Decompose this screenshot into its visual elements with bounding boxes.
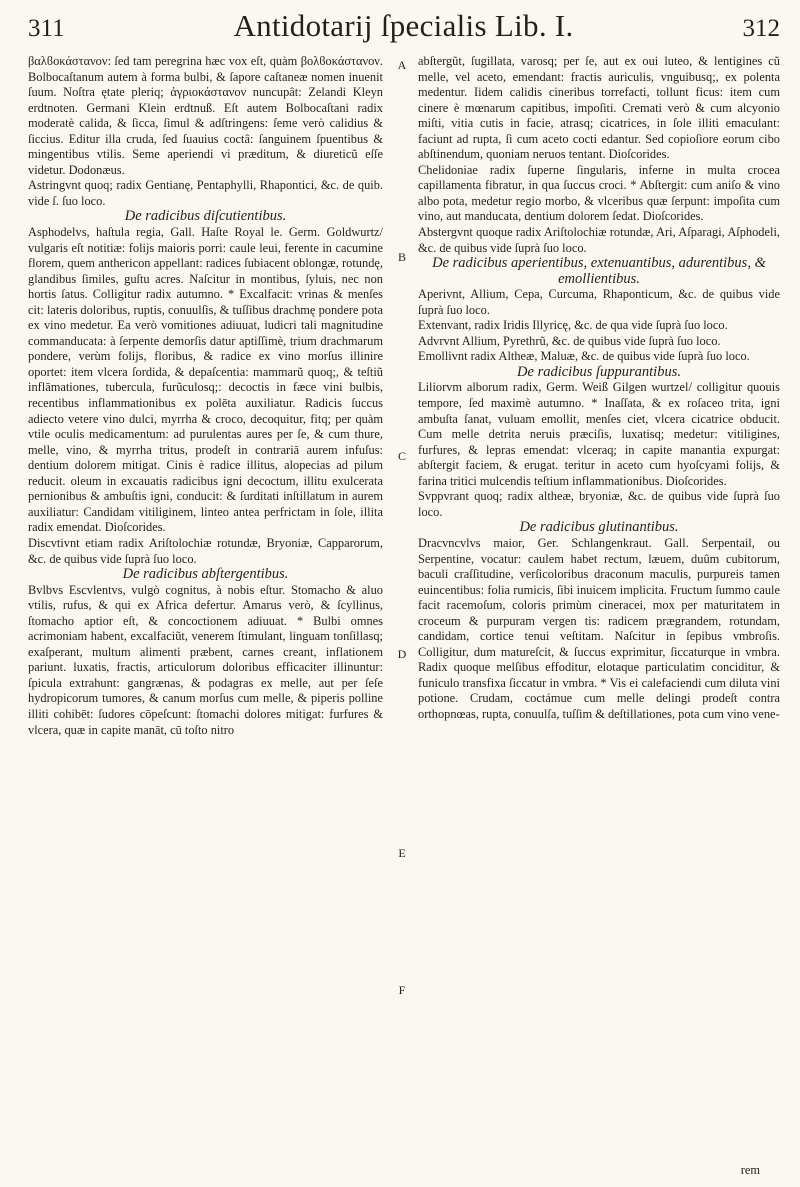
margin-letter: B — [397, 250, 406, 264]
paragraph: Emollivnt radix Altheæ, Maluæ, &c. de quibus vide ſuprà ſuo loco. — [418, 349, 750, 364]
paragraph: Liliorvm alborum radix, Germ. Weiß Gilgen wurtzel/ colligitur quouis tempore, ſed maximè autumno. * Inaſſata, & ex roſaceo trita, igni ambuſta ſanat, vuluam emollit, menſes ciet, vlcera cicatrice obducit. Cum melle detrita neruis præciſis, luxatisq; medetur: vitiligines, furfures, & lepras emendat: vlceraq; in capite manantia expurgat: abſtergit faciem, & erugat. teritur in aceto cum hyoſcyami folijs, & farina tritici mulcendis teſtium inflammationibus. Dioſcorides. — [418, 380, 780, 488]
running-header — [28, 8, 780, 52]
margin-letter: F — [398, 983, 406, 997]
paragraph: Dracvncvlvs maior, Ger. Schlangenkraut. Gall. Serpentail, ou Serpentine, vocatur: caulem habet rectum, læuem, duûm cubitorum, baculi craſſitudine, verſicoloribus draconum maculis, purpureis tamen euincentibus: folia rumicis, ſibi inuicem implicita. Fructum ſummo caule facit racemoſum, coloris primùm cineracei, mox per maturitatem in croceum & purpuram vergen tis: radicem prægrandem, rotundam, candidam, cortice tenui veſtitam. Naſcitur in ſepibus vmbroſis. Colligitur, dum matureſcit, & ſuccus exprimitur, ſiccaturque in vmbra. Radix quoque melſibus effoditur, elotaque particulatim conciditur, & funiculo transfixa ſiccatur in vmbra. * Vis ei calefaciendi cum diluta vini potione. Crudam, coctámue cum melle delingi prodeſt contra orthopnœas, rupta, conuulſa, tuſſim & deſtillationes, pota cum vino vene- — [418, 535, 780, 721]
section-heading: De radicibus ſuppurantibus. — [517, 363, 681, 380]
page-number-left: 311 — [28, 15, 65, 42]
section-heading: De radicibus diſcutientibus. — [124, 208, 287, 225]
paragraph: Bvlbvs Escvlentvs, vulgò cognitus, à nobis eſtur. Stomacho & aluo vtilis, rufus, & qui ex Africa defertur. Amarus verò, & ſcyllinus, ſtomacho aptior eſt, & concoctionem adiuuat. * Bulbi omnes acrimoniam habent, excalfaciũt, venerem ſtimulant, linguam tonſillasq; exaſperant, multum alimenti præbent, carnes creant, inflationem pariunt. luxatis, fractis, articulorum doloribus efficaciter illinuntur: ſpicula extrahunt: gangrænas, & podagras ex melle, aut per ſeſe hydropicorum tumores, & canum morſus cum melle, & piperis polline illiti cohibēt: ſudores cōpeſcunt: ſtomachi dolores mitigat: furfures & vlcera, quæ in capite manāt, cū toſto nitro — [28, 582, 383, 737]
paragraph: Aperivnt, Allium, Cepa, Curcuma, Rhaponticum, &c. de quibus vide ſuprà ſuo loco. — [418, 287, 780, 317]
paragraph: abſtergũt, ſugillata, varosq; per ſe, aut ex oui luteo, & lentigines cũ melle, vel aceto, emendant: fractis auriculis, vnguibusq;, ex polenta medentur. Iidem calidis cineribus torrefacti, tollunt ficus: item cum cinere è mœnarum capitibus, impoſiti. Cremati verò & cum alcyonio miſti, vitia cutis in facie, atrasq; cicatrices, in ſole illiti emaculant: faciunt ad rupta, ſi cum aceto cocti edantur. Sed copioſiore eorum cibo abſtinendum, quoniam neruos tentant. Dioſcorides. — [418, 54, 780, 162]
paragraph: βαλϐοκάστανον: ſed tam peregrina hæc vox eſt, quàm βολϐοκάστανον. Bolbocaſtanum autem à forma bulbi, & ſapore caſtaneæ nomen inuenit ſuum. Noſtra ętate pleriq; ἀγριοκάστανον nuncupât: Zelandi Kleyn erdtnoten. Germani Klein erdtnuß. Eſt autem Bolbocaſtani radix moderatè calida, & ſicca, ſimul & adſtringens: ſeme verò calidius & ſiccius. Editur illa cruda, ſed ſuauius coctâ: ſanguinem ſpuentibus & mingentibus vtilis. Seme aperiendi vi præditum, & diureticũ eſſe videtur. Dodonæus. — [28, 54, 383, 177]
page-number-right: 312 — [742, 15, 780, 42]
section-heading: De radicibus aperientibus, extenuantibus, adurentibus, & emollientibus. — [432, 255, 766, 287]
margin-letter: D — [397, 647, 407, 661]
paragraph: Chelidoniae radix ſuperne ſingularis, inferne in multa crocea capillamenta fibratur, in qua ſuccus croci. * Abſtergit: cum aniſo & vino albo pota, medetur regio morbo, & vlceribus quæ ſerpunt: impoſita cum vino, aut manducata, dentium dolorem ſedat. Dioſcorides. — [418, 162, 780, 224]
section-heading: De radicibus glutinantibus. — [519, 519, 679, 536]
paragraph: Svppvrant quoq; radix altheæ, bryoniæ, &c. de quibus vide ſuprà ſuo loco. — [418, 489, 780, 519]
catchword: rem — [740, 1163, 760, 1177]
left-column — [28, 54, 383, 738]
paragraph: Abstergvnt quoque radix Ariſtolochiæ rotundæ, Ari, Aſparagi, Aſphodeli, &c. de quibus vide ſuprà ſuo loco. — [418, 225, 780, 255]
paragraph: Discvtivnt etiam radix Ariſtolochiæ rotundæ, Bryoniæ, Capparorum, &c. de quibus vide ſuprà ſuo loco. — [28, 535, 383, 566]
margin-letter: A — [397, 58, 407, 72]
paragraph: Advrvnt Allium, Pyrethrũ, &c. de quibus vide ſuprà ſuo loco. — [418, 333, 721, 348]
paragraph: Asphodelvs, haſtula regia, Gall. Haſte Royal le. Germ. Goldwurtz/ vulgaris eſt notitiæ: folijs maioris porri: caule leui, ferente in cacumine florem, quem anthericon appellant: radices ſubiacent oblongæ, rotundę, glandibus ſimiles, guſtu acres. Naſcitur in montibus, ſyluis, nec non hortis ſatus. Colligitur radix autumno. * Excalfacit: vrinas & menſes cit: lateris doloribus, ruptis, conuulſis, & tuſſibus drachmę pondere pota ex vino medetur. Ea verò vomitiones adiuuat, ludicri tali magnitudine commanducata: à ſerpente demorſis datur aptiſſimè, trium drachmarum pondere, verùm folijs, floribus, & radice ex vino morſus illinire oportet: item vlcera ſordida, & depaſcentia: mammarũ quoq;, & teſtiũ inflāmationes, tubercula, furũculosq;: decoctis in fæce vini bulbis, recentibus inflammationibus ex polēta auxiliatur. Radicis ſuccus adiecto vetere vino dulci, myrrha & croco, decoquitur, fitq; per quàm vtile oculis medicamentum: ad purulentas aures per ſe, & cum thure, melle, vino, & myrrha tritus, prodeſt in contrariā aurem infuſus: dentium dolorem mitigat. Cinis è radice illitus, alopecias ad pilum reducit. oleum in excauatis radicibus igni decoctum, illitu exulcerata pernionibus & ambuſtis igni, conducit: & ſurditati inſtillatum in aurem auxiliatur: Candidam vitiliginem, linteo antea perfrictam in ſole, illita radix emendat. Dioſcorides. — [28, 225, 383, 535]
paragraph: Extenvant, radix Iridis Illyricę, &c. de qua vide ſuprà ſuo loco. — [418, 318, 728, 333]
margin-letter: C — [397, 449, 406, 463]
margin-letter: E — [398, 846, 406, 860]
section-heading: De radicibus abſtergentibus. — [122, 566, 289, 583]
running-title: Antidotarij ſpecialis Lib. I. — [233, 8, 574, 43]
right-column — [418, 54, 780, 723]
paragraph: Astringvnt quoq; radix Gentianę, Pentaphylli, Rhapontici, &c. de quib. vide ſ. ſuo loco. — [28, 178, 383, 208]
